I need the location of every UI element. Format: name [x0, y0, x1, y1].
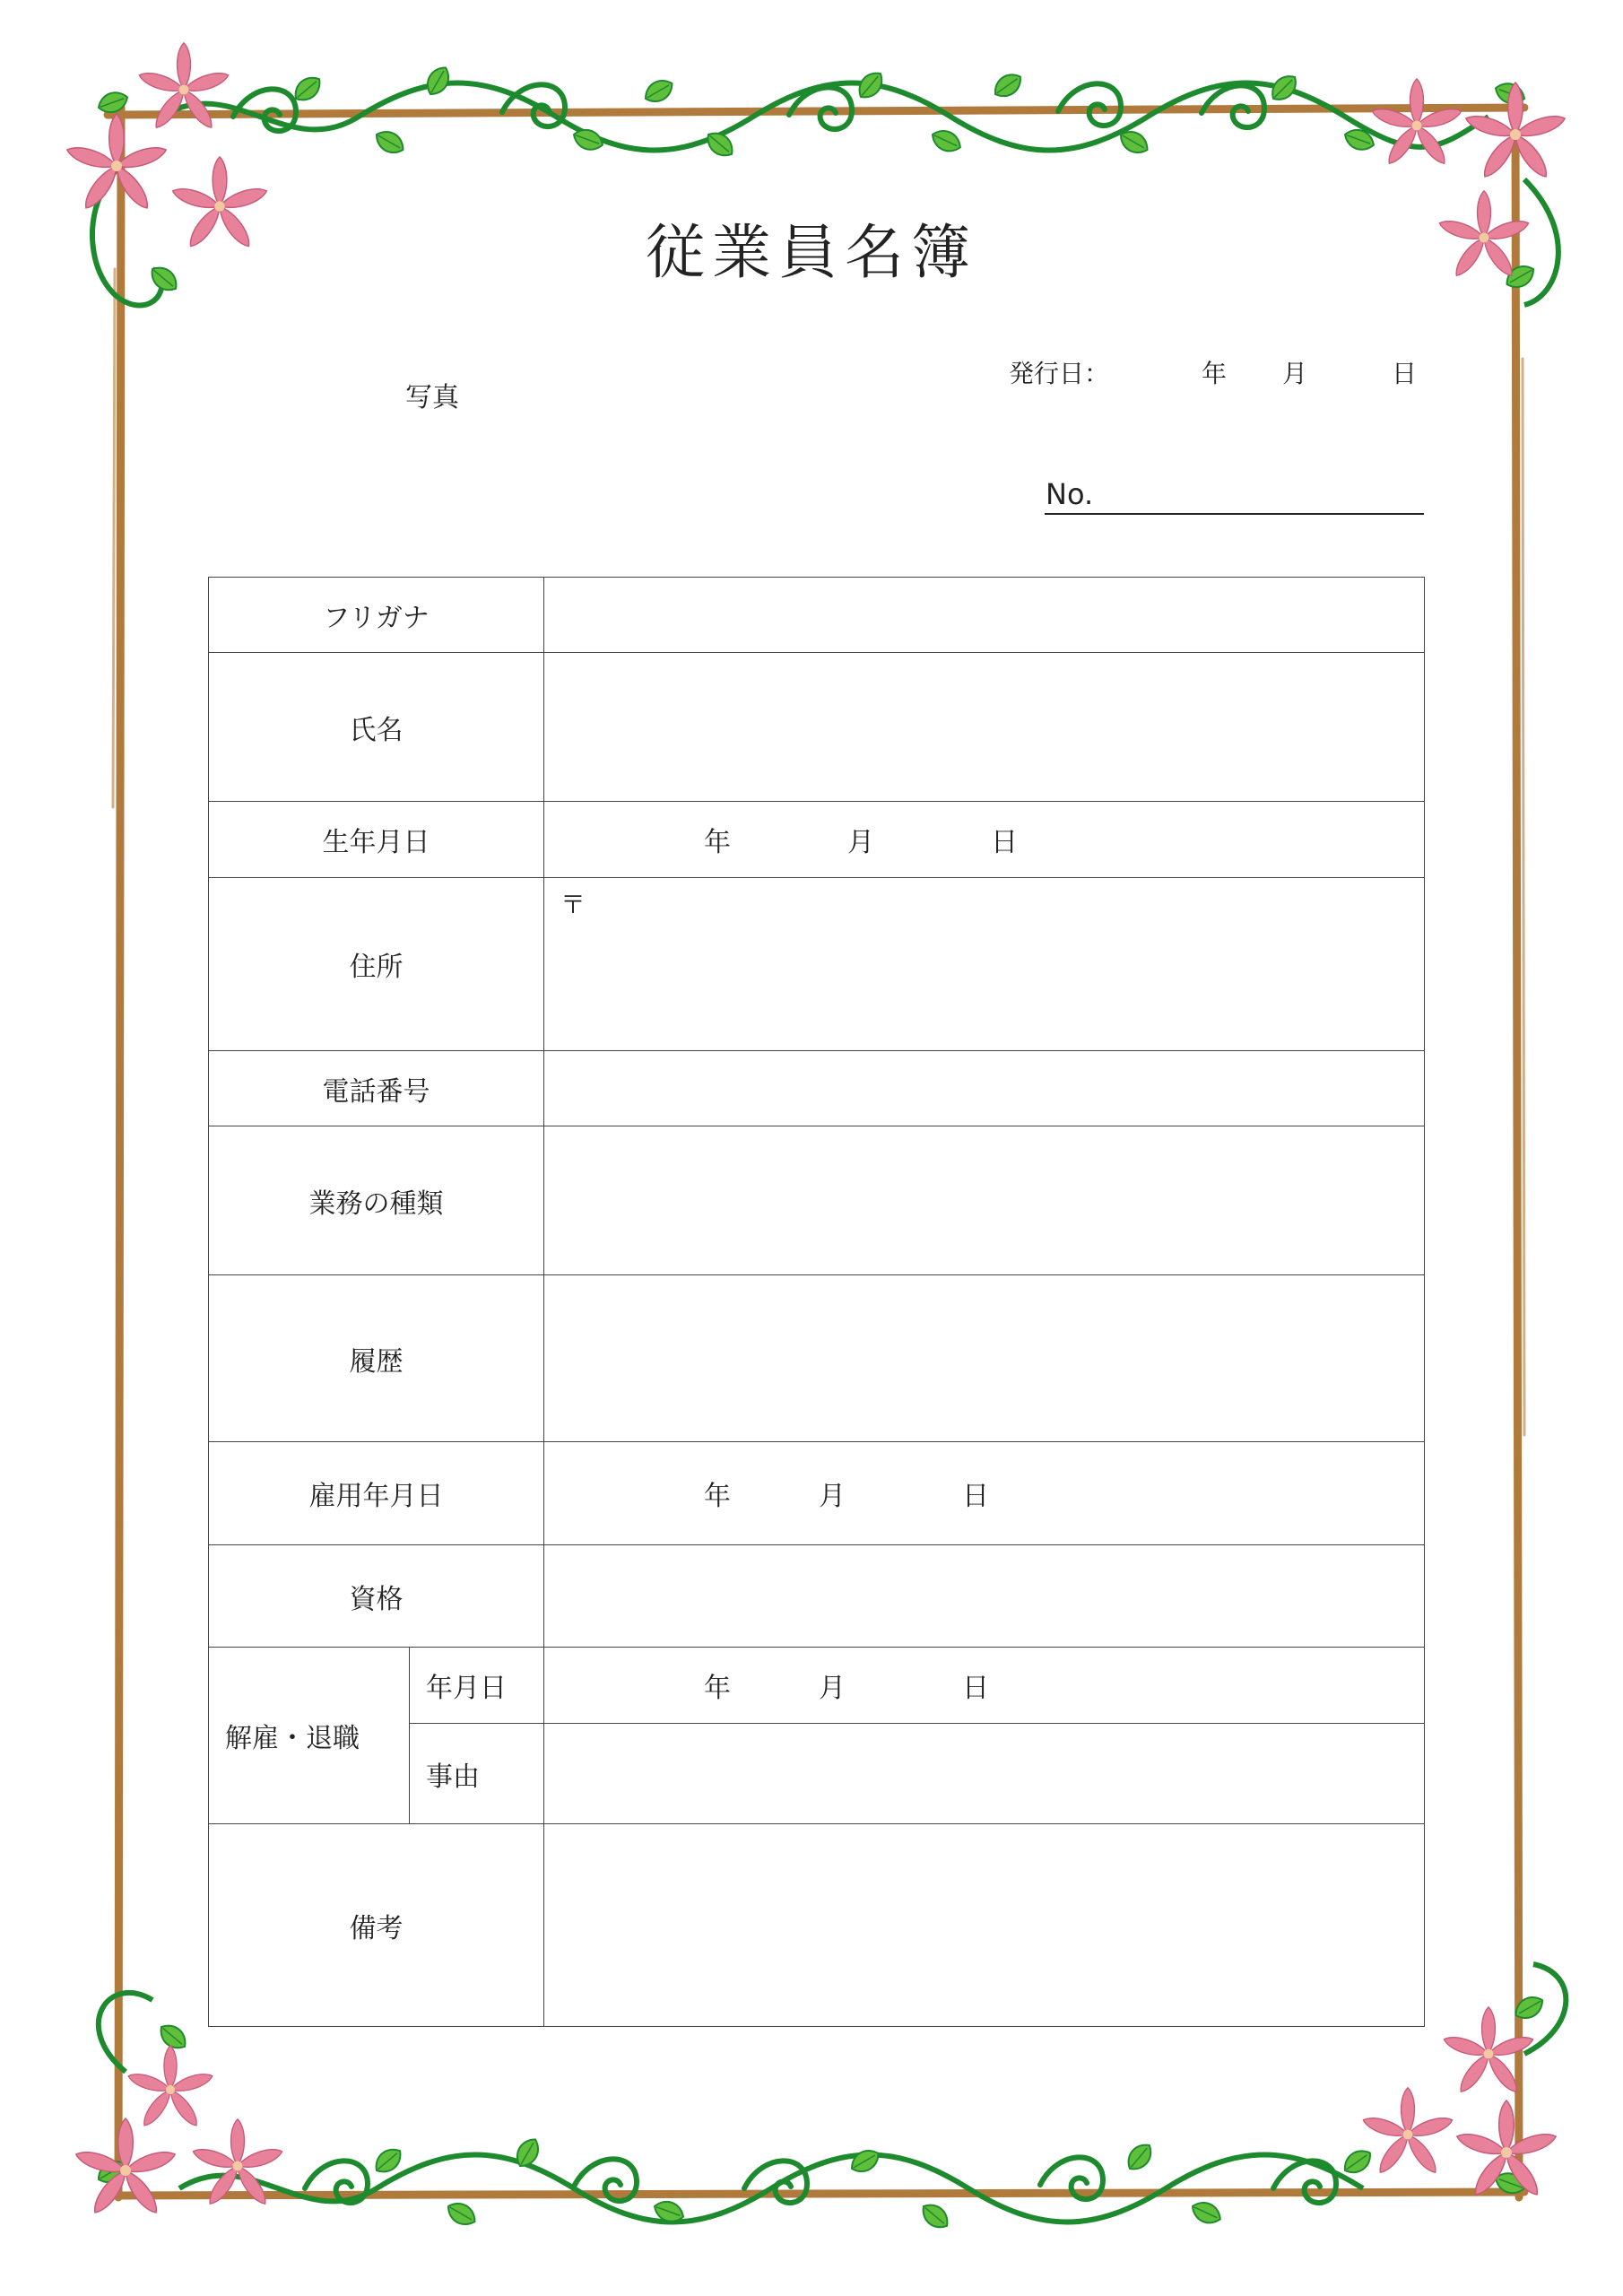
row-hire-date [209, 1442, 1425, 1545]
address-label: 住所 [209, 878, 544, 1051]
photo-label: 写真 [405, 382, 459, 413]
dismissal-day-unit: 日 [962, 1673, 989, 1704]
furigana-field[interactable] [544, 578, 1425, 653]
remarks-label: 備考 [209, 1824, 544, 2027]
birth-day-unit: 日 [991, 827, 1018, 858]
history-label: 履歴 [209, 1275, 544, 1442]
dismissal-reason-field[interactable] [544, 1724, 1425, 1824]
job-type-label: 業務の種類 [209, 1126, 544, 1275]
row-qualification [209, 1545, 1425, 1648]
hire-date-label: 雇用年月日 [209, 1442, 544, 1545]
bottom-vine [179, 2135, 1376, 2233]
job-type-field[interactable] [544, 1126, 1425, 1275]
row-furigana [209, 578, 1425, 653]
document-title: 従業員名簿 [646, 218, 977, 287]
birthdate-label: 生年月日 [209, 802, 544, 878]
hire-day-unit: 日 [962, 1481, 989, 1512]
qualification-field[interactable] [544, 1545, 1425, 1648]
birth-year-unit: 年 [704, 827, 731, 858]
row-address [209, 878, 1425, 1051]
issue-year-unit: 年 [1202, 359, 1228, 388]
dismissal-label: 解雇・退職 [209, 1648, 410, 1824]
name-field[interactable] [544, 653, 1425, 802]
hire-year-unit: 年 [704, 1481, 731, 1512]
phone-field[interactable] [544, 1051, 1425, 1126]
dismissal-month-unit: 月 [819, 1673, 846, 1704]
dismissal-reason-label: 事由 [410, 1724, 544, 1824]
history-field[interactable] [544, 1275, 1425, 1442]
qualification-label: 資格 [209, 1545, 544, 1648]
dismissal-date-field[interactable] [544, 1648, 1425, 1724]
hire-month-unit: 月 [819, 1481, 846, 1512]
dismissal-year-unit: 年 [704, 1673, 731, 1704]
row-phone [209, 1051, 1425, 1126]
issue-month-unit: 月 [1282, 359, 1308, 388]
row-dismissal-date [209, 1648, 1425, 1724]
row-birthdate [209, 802, 1425, 878]
furigana-label: フリガナ [209, 578, 544, 653]
number-field-line[interactable] [1045, 513, 1424, 515]
address-field[interactable] [544, 878, 1425, 1051]
name-label: 氏名 [209, 653, 544, 802]
number-label: No. [1046, 477, 1094, 511]
issue-date-label: 発行日： [1009, 359, 1110, 388]
employee-register-table [208, 577, 1425, 2027]
row-remarks [209, 1824, 1425, 2027]
postal-mark: 〒 [560, 890, 586, 919]
birthdate-field[interactable] [544, 802, 1425, 878]
row-name [209, 653, 1425, 802]
phone-label: 電話番号 [209, 1051, 544, 1126]
hire-date-field[interactable] [544, 1442, 1425, 1545]
dismissal-date-label: 年月日 [410, 1648, 544, 1724]
remarks-field[interactable] [544, 1824, 1425, 2027]
row-history [209, 1275, 1425, 1442]
row-job-type [209, 1126, 1425, 1275]
birth-month-unit: 月 [847, 827, 874, 858]
issue-day-unit: 日 [1392, 359, 1418, 388]
